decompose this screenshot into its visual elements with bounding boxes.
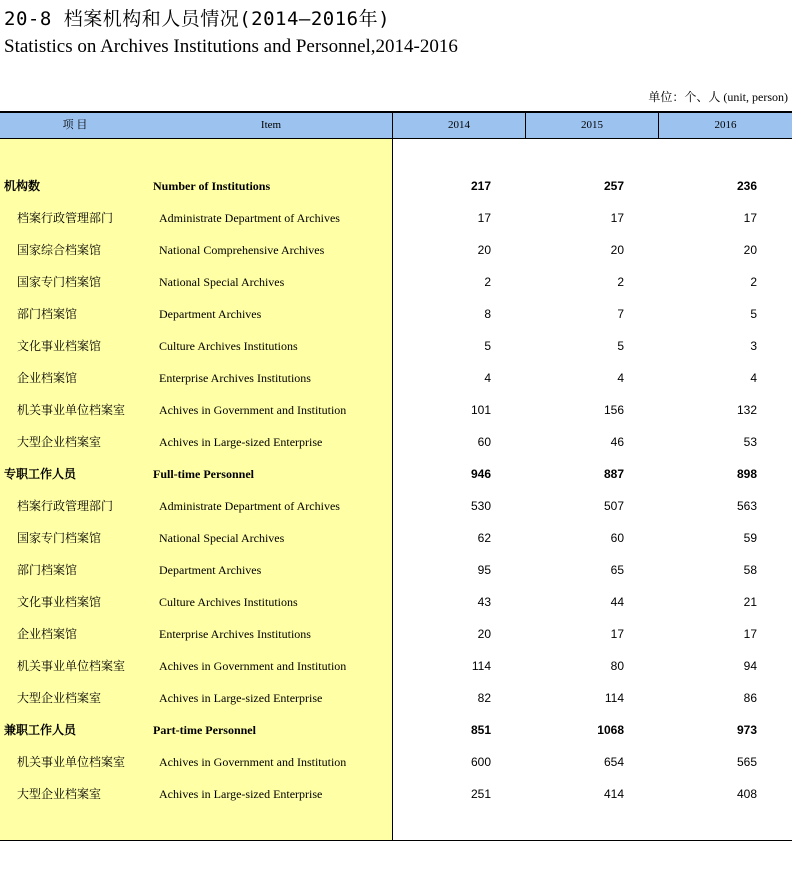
cell-value-2015: 65 [610,563,624,577]
row-label-cn: 文化事业档案馆 [17,339,102,353]
cell-value-2016: 3 [750,339,757,353]
cell-value-2016: 563 [736,499,757,513]
header-year-2015: 2015 [581,119,603,131]
cell-value-2015: 414 [603,787,624,801]
cell-value-2016: 408 [736,787,757,801]
cell-value-2016: 5 [750,307,757,321]
cell-value-2014: 114 [471,659,491,673]
row-label-en: Department Archives [159,307,262,321]
row-label-cn: 兼职工作人员 [4,723,77,737]
table-row [0,202,792,234]
row-label-en: Culture Archives Institutions [159,339,298,353]
table-row [0,362,792,394]
row-label-cn: 机关事业单位档案室 [17,755,126,769]
cell-value-2014: 251 [470,787,491,801]
cell-value-2015: 507 [603,499,624,513]
cell-value-2014: 530 [470,499,491,513]
cell-value-2016: 132 [736,403,757,417]
row-label-cn: 档案行政管理部门 [17,211,114,225]
cell-value-2015: 2 [617,275,624,289]
table-bottom-border [0,840,792,841]
table-section-row [0,458,792,490]
row-label-en: Department Archives [159,563,262,577]
row-label-cn: 部门档案馆 [17,307,78,321]
cell-value-2016: 17 [743,211,757,225]
cell-value-2016: 21 [743,595,757,609]
page-title-chinese: 20-8 档案机构和人员情况(2014—2016年) [4,8,391,30]
cell-value-2016: 53 [743,435,757,449]
row-label-en: National Comprehensive Archives [159,243,325,257]
cell-value-2015: 17 [610,211,624,225]
cell-value-2016: 2 [750,275,757,289]
cell-value-2014: 101 [470,403,491,417]
table-section-row [0,714,792,746]
table-row [0,746,792,778]
row-label-cn: 国家专门档案馆 [17,275,102,289]
header-year-2014: 2014 [448,119,470,131]
cell-value-2015: 5 [617,339,624,353]
row-label-cn: 大型企业档案室 [17,435,102,449]
table-row [0,330,792,362]
cell-value-2015: 887 [603,467,624,481]
row-label-en: Administrate Department of Archives [159,499,340,513]
row-label-cn: 档案行政管理部门 [17,499,114,513]
cell-value-2015: 20 [610,243,624,257]
cell-value-2015: 156 [603,403,624,417]
cell-value-2015: 80 [610,659,624,673]
row-label-en: Achives in Large-sized Enterprise [159,787,323,801]
row-label-en: Achives in Government and Institution [159,403,347,417]
table-row [0,522,792,554]
table-section-row [0,170,792,202]
cell-value-2014: 62 [477,531,491,545]
cell-value-2014: 2 [484,275,491,289]
cell-value-2016: 59 [743,531,757,545]
row-label-cn: 机关事业单位档案室 [17,659,126,673]
row-label-cn: 文化事业档案馆 [17,595,102,609]
table-row [0,586,792,618]
cell-value-2016: 4 [750,371,757,385]
table-row [0,778,792,810]
row-label-cn: 国家专门档案馆 [17,531,102,545]
cell-value-2016: 17 [743,627,757,641]
row-label-en: Number of Institutions [153,179,271,193]
cell-value-2014: 20 [477,627,491,641]
row-label-cn: 机关事业单位档案室 [17,403,126,417]
row-label-en: Culture Archives Institutions [159,595,298,609]
row-label-en: National Special Archives [159,275,285,289]
row-label-cn: 国家综合档案馆 [17,243,102,257]
row-label-cn: 部门档案馆 [17,563,78,577]
row-label-en: Achives in Large-sized Enterprise [159,691,323,705]
row-label-cn: 大型企业档案室 [17,787,102,801]
header-item-en: Item [260,119,282,131]
row-label-cn: 企业档案馆 [17,627,78,641]
cell-value-2014: 600 [470,755,491,769]
unit-label: 单位：个、人 (unit, person) [648,90,788,104]
cell-value-2014: 946 [470,467,491,481]
row-label-cn: 大型企业档案室 [17,691,102,705]
row-label-en: Full-time Personnel [153,467,254,481]
cell-value-2015: 1068 [597,723,624,737]
cell-value-2015: 257 [603,179,624,193]
cell-value-2014: 43 [477,595,491,609]
row-label-cn: 专职工作人员 [4,467,77,481]
cell-value-2014: 217 [470,179,491,193]
row-label-en: Achives in Government and Institution [159,659,347,673]
row-label-cn: 企业档案馆 [17,371,78,385]
row-label-en: Achives in Government and Institution [159,755,347,769]
cell-value-2015: 654 [603,755,624,769]
table-row [0,554,792,586]
cell-value-2016: 20 [743,243,757,257]
row-label-cn: 机构数 [4,179,41,193]
row-label-en: Enterprise Archives Institutions [159,627,311,641]
cell-value-2014: 8 [484,307,491,321]
cell-value-2014: 60 [477,435,491,449]
table-row [0,234,792,266]
table-header [0,113,792,139]
row-label-en: Enterprise Archives Institutions [159,371,311,385]
cell-value-2014: 5 [484,339,491,353]
cell-value-2015: 46 [610,435,624,449]
cell-value-2016: 565 [736,755,757,769]
cell-value-2015: 44 [610,595,624,609]
cell-value-2015: 4 [617,371,624,385]
cell-value-2016: 973 [736,723,757,737]
cell-value-2014: 20 [477,243,491,257]
cell-value-2015: 114 [604,691,624,705]
table-row [0,650,792,682]
cell-value-2016: 58 [743,563,757,577]
table-row [0,298,792,330]
row-label-en: Achives in Large-sized Enterprise [159,435,323,449]
cell-value-2014: 4 [484,371,491,385]
row-label-en: Administrate Department of Archives [159,211,340,225]
cell-value-2014: 851 [470,723,491,737]
cell-value-2015: 60 [610,531,624,545]
cell-value-2016: 86 [743,691,757,705]
table-row [0,426,792,458]
cell-value-2015: 7 [617,307,624,321]
cell-value-2016: 898 [736,467,757,481]
header-item-cn: 项 目 [62,119,88,131]
cell-value-2014: 95 [477,563,491,577]
table-row [0,618,792,650]
table-row [0,490,792,522]
row-label-en: Part-time Personnel [153,723,256,737]
cell-value-2015: 17 [610,627,624,641]
table-row [0,266,792,298]
row-label-en: National Special Archives [159,531,285,545]
cell-value-2014: 17 [477,211,491,225]
cell-value-2014: 82 [477,691,491,705]
cell-value-2016: 94 [743,659,757,673]
table-row [0,394,792,426]
header-year-2016: 2016 [714,119,737,131]
cell-value-2016: 236 [736,179,757,193]
page-title-english: Statistics on Archives Institutions and Personnel,2014-2016 [4,36,458,57]
table-row [0,682,792,714]
